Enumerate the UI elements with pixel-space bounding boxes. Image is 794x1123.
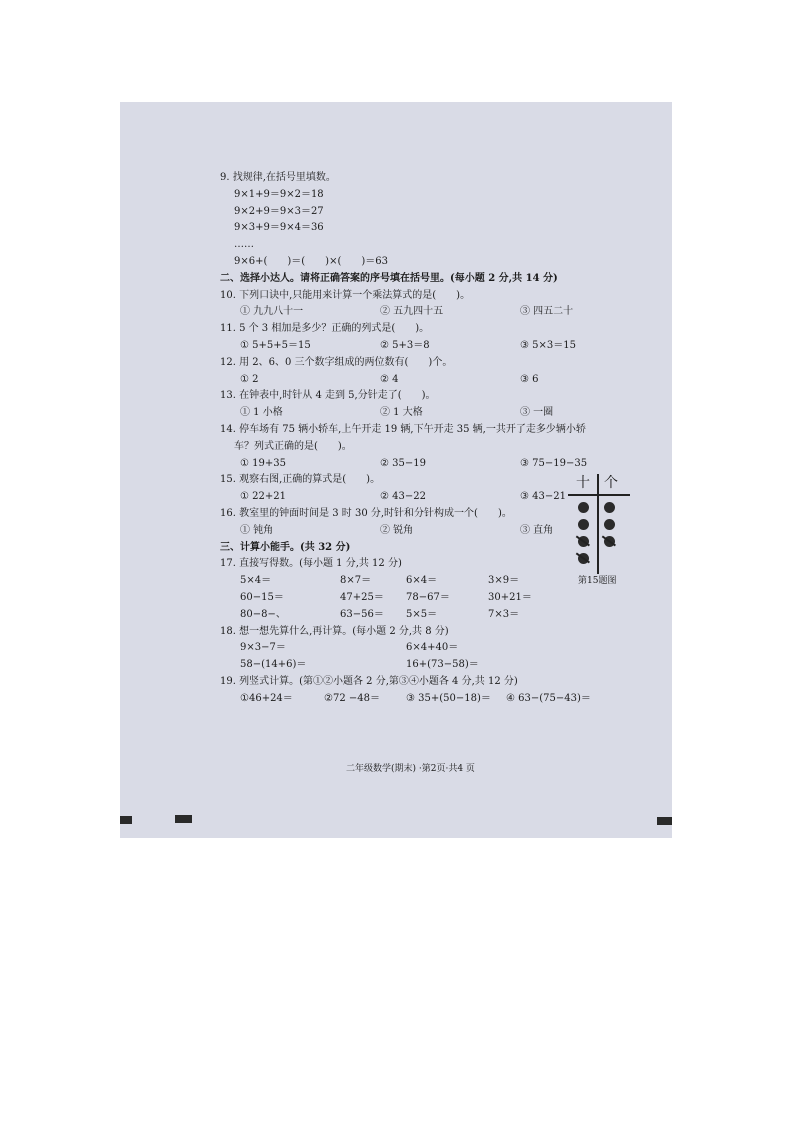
exam-page (120, 102, 672, 838)
line-text: ② 35−19 (380, 457, 426, 469)
line-text: ② 5+3＝8 (380, 339, 430, 351)
tens-bead (578, 502, 589, 513)
line-text: ③ 6 (520, 373, 539, 385)
line-text: 9×3+9＝9×4＝36 (234, 222, 324, 234)
line-text: 6×4+40＝ (406, 642, 459, 654)
line-text: ④ 63−(75−43)＝ (506, 692, 591, 704)
question-text: 12. 用 2、6、0 三个数字组成的两位数有( )个。 (220, 356, 453, 368)
line-text: ③ 43−21 (520, 491, 566, 503)
text-line (220, 204, 640, 221)
ones-bead (604, 502, 615, 513)
line-text: 9×2+9＝9×3＝27 (234, 205, 324, 217)
text-line (220, 422, 640, 439)
tens-bead (578, 519, 589, 530)
question-text: 11. 5 个 3 相加是多少？正确的列式是( )。 (220, 323, 430, 335)
question-list (220, 170, 640, 708)
text-line (220, 170, 640, 187)
text-line (220, 590, 640, 607)
question-text: 17. 直接写得数。(每小题 1 分,共 12 分) (220, 558, 402, 570)
text-line (220, 657, 640, 674)
line-text: 9×3−7＝ (240, 642, 286, 654)
line-text: 5×5＝ (406, 608, 438, 620)
line-text: ③ 四五二十 (520, 306, 574, 318)
question-text: 9. 找规律,在括号里填数。 (220, 172, 336, 183)
line-text: ① 5+5+5＝15 (240, 339, 311, 351)
line-text: ① 19+35 (240, 457, 286, 469)
line-text: ② 锐角 (380, 524, 414, 536)
text-line (220, 624, 640, 641)
text-line (220, 456, 640, 473)
line-text: 9×1+9＝9×2＝18 (234, 188, 324, 200)
text-line (220, 304, 640, 321)
line-text: ② 43−22 (380, 491, 426, 503)
line-text: ① 钝角 (240, 524, 274, 536)
registration-mark (175, 815, 192, 823)
text-line (220, 674, 640, 691)
line-text: ① 2 (240, 373, 259, 385)
ones-bead (604, 519, 615, 530)
line-text: 3×9＝ (488, 575, 520, 587)
text-line (220, 355, 640, 372)
line-text: ① 九九八十一 (240, 306, 304, 318)
line-text: 9×6+( )＝( )×( )＝63 (234, 255, 388, 267)
place-value-rod (597, 474, 599, 574)
abacus-figure (566, 472, 634, 584)
line-text: 78−67＝ (406, 591, 450, 603)
question-text: 16. 教室里的钟面时间是 3 时 30 分,时针和分针构成一个( )。 (220, 507, 512, 519)
place-value-divider (568, 494, 630, 496)
line-text: 63−56＝ (340, 608, 384, 620)
line-text: ② 五九四十五 (380, 306, 444, 318)
text-line (220, 321, 640, 338)
figure-caption: 第15题图 (578, 576, 617, 586)
line-text: 58−(14+6)＝ (240, 659, 307, 671)
line-text: …… (234, 239, 254, 251)
question-text: 15. 观察右图,正确的算式是( )。 (220, 474, 381, 486)
line-text: 60−15＝ (240, 591, 284, 603)
line-text: ①46+24＝ (240, 692, 293, 704)
line-text: 6×4＝ (406, 575, 438, 587)
line-text: 5×4＝ (240, 575, 272, 587)
line-text: 车？列式正确的是( )。 (234, 440, 352, 452)
line-text: 80−8−、 (240, 608, 286, 620)
line-text: 7×3＝ (488, 608, 520, 620)
registration-mark (120, 816, 132, 824)
section-heading: 三、计算小能手。(共 32 分) (220, 541, 351, 553)
line-text: ① 1 小格 (240, 407, 283, 419)
text-line (220, 271, 640, 288)
line-text: ③ 直角 (520, 524, 554, 536)
line-text: 16+(73−58)＝ (406, 659, 479, 671)
question-text: 19. 列竖式计算。(第①②小题各 2 分,第③④小题各 4 分,共 12 分) (220, 675, 518, 687)
text-line (220, 691, 640, 708)
line-text: ③ 5×3＝15 (520, 339, 576, 351)
page-footer: 二年级数学(期末) ·第2页·共4 页 (346, 764, 475, 774)
registration-mark (657, 817, 672, 825)
ones-label: 个 (604, 475, 618, 491)
line-text: ② 1 大格 (380, 407, 423, 419)
text-line (220, 254, 640, 271)
question-text: 13. 在钟表中,时针从 4 走到 5,分针走了( )。 (220, 390, 436, 402)
section-heading: 二、选择小达人。请将正确答案的序号填在括号里。(每小题 2 分,共 14 分) (220, 272, 558, 284)
text-line (220, 372, 640, 389)
question-text: 10. 下列口诀中,只能用来计算一个乘法算式的是( )。 (220, 289, 471, 301)
question-text: 14. 停车场有 75 辆小轿车,上午开走 19 辆,下午开走 35 辆,一共开了走多少辆小轿 (220, 423, 586, 435)
text-line (220, 237, 640, 254)
text-line (220, 607, 640, 624)
tens-label: 十 (576, 475, 590, 491)
line-text: ② 4 (380, 373, 399, 385)
text-line (220, 405, 640, 422)
text-line (220, 187, 640, 204)
text-line (220, 220, 640, 237)
line-text: ③ 75−19−35 (520, 457, 588, 469)
line-text: ②72 −48＝ (324, 692, 380, 704)
line-text: 8×7＝ (340, 575, 372, 587)
line-text: 30+21＝ (488, 591, 532, 603)
line-text: 47+25＝ (340, 591, 384, 603)
line-text: ③ 35+(50−18)＝ (406, 692, 491, 704)
text-line (220, 288, 640, 305)
line-text: ③ 一圈 (520, 407, 554, 419)
text-line (220, 640, 640, 657)
text-line (220, 439, 640, 456)
question-text: 18. 想一想先算什么,再计算。(每小题 2 分,共 8 分) (220, 625, 449, 637)
text-line (220, 338, 640, 355)
line-text: ① 22+21 (240, 491, 286, 503)
text-line (220, 388, 640, 405)
